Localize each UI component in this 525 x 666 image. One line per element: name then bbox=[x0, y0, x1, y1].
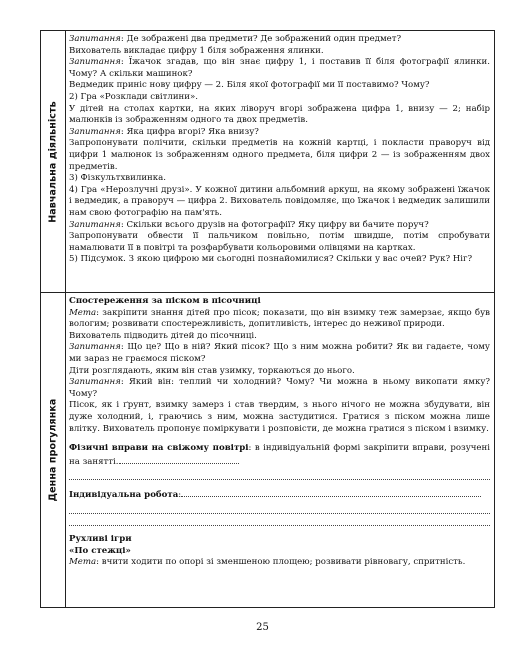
walk-content bbox=[69, 296, 490, 569]
walk-question-1 bbox=[69, 342, 490, 365]
activity-paragraph: 4) Гра «Нерозлучні друзі». У кожної дитини альбомний аркуш, на якому зображені їжачок і ведмедик, а праворуч — цифра 2. Вихователь повідомляє, що їжачок і ведмедик залишили нам свою фотографію на пам'ять. bbox=[69, 184, 490, 218]
game-title: «По стежці» bbox=[69, 545, 131, 556]
exercise-text: : в індивідуальній формі закріпити вправи, розучені на занятті. bbox=[69, 443, 490, 467]
individual-colon: : bbox=[178, 490, 182, 501]
question-label: Запитання bbox=[69, 219, 121, 230]
question-text: : Скільки всього друзів на фотографії? Яку цифру ви бачите поруч? bbox=[120, 219, 429, 230]
walk-paragraph: Вихователь підводить дітей до пісочниці. bbox=[69, 330, 257, 341]
goal-text: : закріпити знання дітей про пісок; показати, що він взимку теж замерзає, якщо був вологим; розвивати спостережливість, допитливість, інтерес до неживої природи. bbox=[69, 307, 490, 330]
page-number: 25 bbox=[256, 622, 269, 633]
activity-section bbox=[41, 31, 494, 293]
fill-in-line bbox=[69, 514, 490, 526]
question-text: : Яка цифра вгорі? Яка внизу? bbox=[120, 126, 259, 137]
walk-heading: Спостереження за піском в пісочниці bbox=[69, 296, 261, 306]
individual-label: Індивідуальна робота bbox=[69, 490, 179, 501]
goal-label: Мета bbox=[69, 557, 97, 568]
walk-paragraph: Діти розглядають, яким він став узимку, торкаються до нього. bbox=[69, 365, 355, 376]
question-label: Запитання bbox=[69, 342, 121, 353]
exercise-label: Фізичні вправи на свіжому повітрі bbox=[69, 443, 249, 454]
activity-paragraph: Запропонувати полічити, скільки предметів на кожній картці, і покласти праворуч від цифри 1 малюнок із зображенням одного предмета, біля цифри 2 — із зображенням двох предметів. bbox=[69, 138, 490, 172]
question-text: : Який він: теплий чи холодний? Чому? Чи можна в ньому викопати ямку? Чому? bbox=[69, 377, 490, 399]
activity-side-label: Навчальна діяльність bbox=[47, 100, 59, 223]
fill-in-line bbox=[119, 455, 239, 464]
activity-paragraph: У дітей на столах картки, на яких ліворуч вгорі зображена цифра 1, внизу — 2; набір малюнків із зображенням одного та двох предметів. bbox=[69, 103, 490, 126]
question-text: : Де зображені два предмети? Де зображений один предмет? bbox=[120, 34, 402, 44]
goal-label: Мета bbox=[69, 307, 97, 318]
walk-goal bbox=[69, 308, 490, 331]
walk-side-label: Денна прогулянка bbox=[47, 398, 59, 502]
activity-question-3 bbox=[69, 127, 490, 139]
activity-question-1 bbox=[69, 34, 490, 46]
question-label: Запитання bbox=[69, 34, 121, 44]
activity-content bbox=[69, 34, 490, 266]
fill-in-line bbox=[69, 502, 490, 514]
activity-question-2 bbox=[69, 57, 490, 80]
question-text: : Їжачок згадав, що він знає цифру 1, і поставив її біля фотографії ялинки. Чому? А скільки машинок? bbox=[69, 57, 490, 79]
plan-table bbox=[40, 30, 495, 608]
walk-side-cell bbox=[41, 293, 66, 607]
activity-paragraph: 3) Фізкультхвилинка. bbox=[69, 173, 166, 184]
activity-paragraph: Запропонувати обвести її пальчиком повільно, потім швидше, потім спробувати намалювати її в повітрі та розфарбувати кольоровими олівцями на картках. bbox=[69, 231, 490, 253]
walk-question-2 bbox=[69, 377, 490, 400]
activity-question-4 bbox=[69, 220, 490, 232]
activity-paragraph: 5) Підсумок. З якою цифрою ми сьогодні познайомилися? Скільки у вас очей? Рук? Ніг? bbox=[69, 254, 473, 265]
games-heading: Рухливі ігри bbox=[69, 533, 132, 544]
activity-paragraph: 2) Гра «Розклади світлини». bbox=[69, 91, 198, 102]
walk-paragraph: Пісок, як і ґрунт, взимку замерз і став твердим, з нього нічого не можна збудувати, він дуже холодний, і, граючись з ним, можна застудитися. Гратися з піском можна лише влітку. Вихователь пропонує поміркувати і розповісти, де можна гратися з піском і взимку. bbox=[69, 400, 490, 434]
activity-paragraph: Ведмедик приніс нову цифру — 2. Біля якої фотографії ми її поставимо? Чому? bbox=[69, 80, 430, 91]
fill-in-line bbox=[69, 468, 490, 480]
question-label: Запитання bbox=[69, 57, 121, 68]
question-label: Запитання bbox=[69, 377, 121, 388]
question-text: : Що це? Що в ній? Який пісок? Що з ним можна робити? Як ви гадаєте, чому ми зараз не граємося піском? bbox=[69, 342, 490, 364]
activity-paragraph: Вихователь викладає цифру 1 біля зображення ялинки. bbox=[69, 45, 324, 56]
fill-in-line bbox=[181, 488, 481, 497]
activity-side-cell bbox=[41, 31, 66, 292]
game-goal bbox=[69, 557, 490, 569]
walk-section bbox=[41, 293, 494, 607]
exercise-paragraph bbox=[69, 443, 490, 468]
goal-text: : вчити ходити по опорі зі зменшеною площею; розвивати рівновагу, спритність. bbox=[96, 557, 466, 568]
individual-work bbox=[69, 488, 490, 502]
question-label: Запитання bbox=[69, 126, 121, 137]
